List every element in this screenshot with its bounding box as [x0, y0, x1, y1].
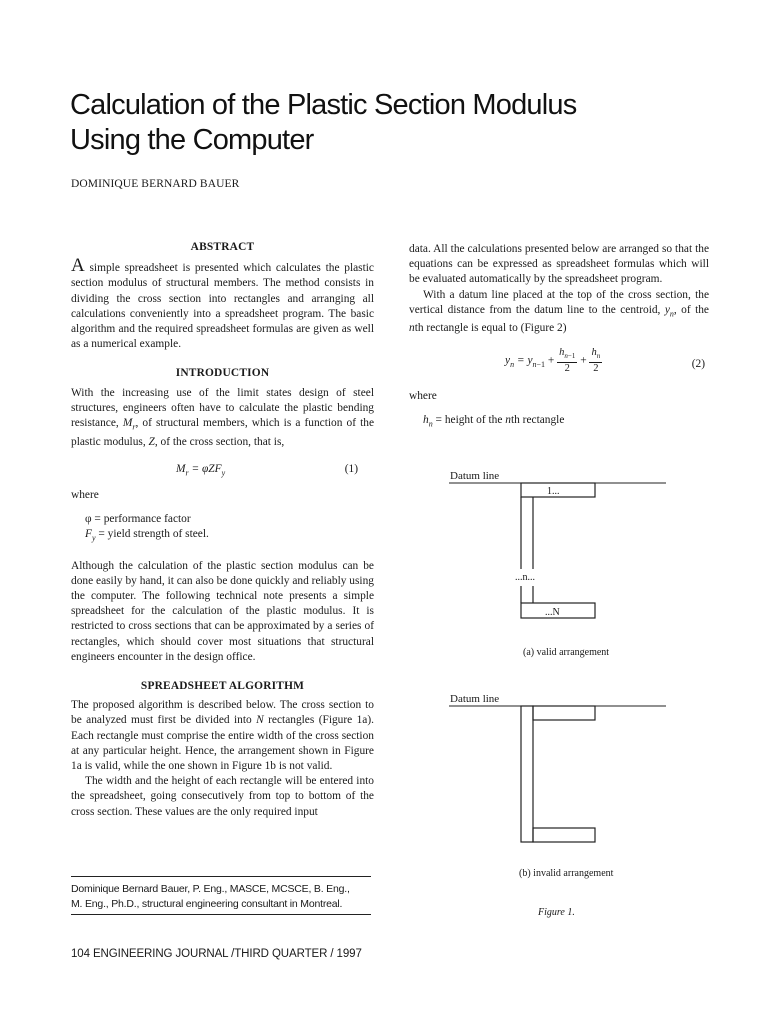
- intro-where: where: [71, 488, 99, 501]
- left-column: [71, 240, 374, 820]
- title-line-1: Calculation of the Plastic Section Modulus: [70, 89, 577, 121]
- eq1-lhs: M: [176, 462, 186, 475]
- alg-p1-n: N: [256, 714, 264, 727]
- right-p2-text-a: With a datum line placed at the top of the cross section, the vertical distance from the datum line to the centroid,: [409, 288, 709, 316]
- footnote-rule-bottom: [71, 914, 371, 915]
- paper-title: [70, 88, 710, 158]
- eq2-lhs: y: [505, 354, 511, 367]
- abstract-heading: ABSTRACT: [190, 241, 255, 253]
- eq2-frac2-bottom: 2: [593, 362, 599, 374]
- title-line-2: Using the Computer: [70, 124, 314, 156]
- figure-1: [420, 462, 680, 922]
- equation-1-number: (1): [344, 462, 358, 475]
- intro-paragraph-2: Although the calculation of the plastic section modulus can be done easily by hand, it can also be done quickly and reliably using the computer. The following technical note presents a simple spreadsheet for the calculation of the plastic modulus. It is restricted to cross sections that can be approximated by a series of rectangles, which should cover most situations that structural engineers encounter in the design office.: [71, 559, 374, 663]
- eq2-frac2-top: h: [591, 346, 597, 358]
- right-p2-y: y: [664, 303, 670, 316]
- right-p2-text-b: , of the: [673, 303, 709, 316]
- eq2-mid: = y: [514, 354, 533, 367]
- eq1-rhs: = φZF: [188, 462, 222, 475]
- def-hn-text-a: = height of the: [432, 413, 506, 426]
- author-name: DOMINIQUE BERNARD BAUER: [71, 178, 240, 190]
- figure-1a: [449, 470, 666, 658]
- right-column: [409, 242, 709, 431]
- def-fy-symbol: F: [85, 528, 92, 541]
- equation-1: [71, 462, 374, 478]
- alg-p1-text-a: The proposed algorithm is described below. The cross section to be analyzed must first be divided into: [71, 699, 374, 727]
- footnote-line-1: Dominique Bernard Bauer, P. Eng., MASCE, MCSCE, B. Eng.,: [71, 883, 350, 895]
- page-footer: 104 ENGINEERING JOURNAL /THIRD QUARTER / 1997: [71, 948, 362, 960]
- def-hn-symbol: h: [423, 413, 429, 426]
- footnote-line-2: M. Eng., Ph.D., structural engineering consultant in Montreal.: [71, 898, 343, 910]
- caption-b: (b) invalid arrangement: [519, 868, 614, 879]
- datum-line-label-b: Datum line: [450, 693, 500, 705]
- eq2-fraction-2: $\frac{h_n}{2}$: [591, 346, 601, 374]
- label-n: ...n...: [515, 572, 535, 583]
- equation-1-expression: $M_r = \varphi ZF_y$: [176, 462, 226, 477]
- intro-p1-mr: M: [122, 417, 133, 430]
- algorithm-paragraph-1: [71, 698, 374, 774]
- datum-line-label-a: Datum line: [450, 470, 500, 482]
- label-N: ...N: [545, 607, 560, 618]
- abstract-dropcap: A: [71, 255, 85, 277]
- abstract-text: simple spreadsheet is presented which calculates the plastic section modulus of structural members. The method consists in dividing the cross section into rectangles and arranging all calculations conveniently into a spreadsheet program. The basic algorithm and the required spreadsheet formulas are given as well as a numerical example.: [71, 262, 374, 351]
- definition-fy: $F_y$ = yield strength of steel.: [85, 528, 209, 543]
- author-footnote: [71, 882, 381, 912]
- definition-phi: φ = performance factor: [85, 512, 191, 525]
- rectangle-bottom-flange-b: [533, 828, 595, 842]
- def-fy-text: = yield strength of steel.: [95, 528, 209, 541]
- figure-1b: [449, 693, 666, 918]
- algorithm-paragraph-2: The width and the height of each rectangle will be entered into the spreadsheet, going consecutively from top to bottom of the cross section. These values are the only required input: [71, 775, 374, 818]
- eq2-plus-1: +: [545, 354, 558, 367]
- right-p2-n: n: [409, 322, 415, 335]
- def-hn-text-b: th rectangle: [510, 413, 565, 426]
- caption-a: (a) valid arrangement: [523, 647, 610, 658]
- rectangle-top-flange-b: [533, 706, 595, 720]
- eq2-fraction-1: $\frac{h_{n-1}}{2}$: [559, 346, 576, 374]
- right-paragraph-2: With a datum line placed at the top of the cross section, the vertical distance from the datum line to the centroid, $y_n$, of the nth rectangle is equal to (Figure 2): [409, 288, 709, 335]
- rectangle-full-height-web-b: [521, 706, 533, 842]
- right-where: where: [409, 389, 437, 402]
- intro-p1-text-b: , of structural members, which is a function of the plastic modulus,: [71, 417, 374, 448]
- eq2-plus-2: +: [580, 354, 590, 367]
- intro-p1-text-c: , of the cross section, that is,: [154, 435, 285, 448]
- label-1: 1...: [547, 486, 560, 497]
- abstract-paragraph: [71, 255, 374, 352]
- algorithm-heading: SPREADSHEET ALGORITHM: [140, 680, 305, 693]
- def-hn-n: n: [505, 413, 511, 426]
- intro-p1-z: Z: [148, 435, 155, 448]
- equation-2: [409, 345, 709, 383]
- equation-2-expression: $y_n = y_{n-1}$ + $\frac{h_{n-1}}{2}$ + $\frac{h_n}{2}$: [505, 346, 601, 374]
- intro-p1-text-a: With the increasing use of the limit states design of steel structures, engineers often have to calculate the plastic bending resistance,: [71, 386, 374, 430]
- right-p2-text-c: th rectangle is equal to (Figure 2): [414, 322, 567, 335]
- right-paragraph-1: data. All the calculations presented below are arranged so that the equations can be expressed as spreadsheet formulas which will be evaluated automatically by the spreadsheet program.: [409, 243, 709, 286]
- alg-p1-text-b: rectangles (Figure 1a). Each rectangle must comprise the entire width of the cross section at any particular height. Hence, the arrangement shown in Figure 1a is valid, while the one shown in Figure 1b is not valid.: [71, 714, 375, 773]
- eq2-frac1-top: h: [559, 346, 565, 358]
- introduction-heading: INTRODUCTION: [175, 367, 270, 380]
- intro-paragraph-1: With the increasing use of the limit states design of steel structures, engineers often have to calculate the plastic bending resistance, $M_r$, of structural members, which is a function of the plastic modulus, Z, of the cross section, that is,: [71, 386, 374, 448]
- definition-hn: $h_n$ = height of the nth rectangle: [423, 413, 565, 428]
- equation-2-number: (2): [691, 357, 705, 370]
- eq2-frac1-bottom: 2: [564, 362, 570, 374]
- footnote-rule-top: [71, 876, 371, 877]
- figure-label: Figure 1.: [538, 907, 575, 918]
